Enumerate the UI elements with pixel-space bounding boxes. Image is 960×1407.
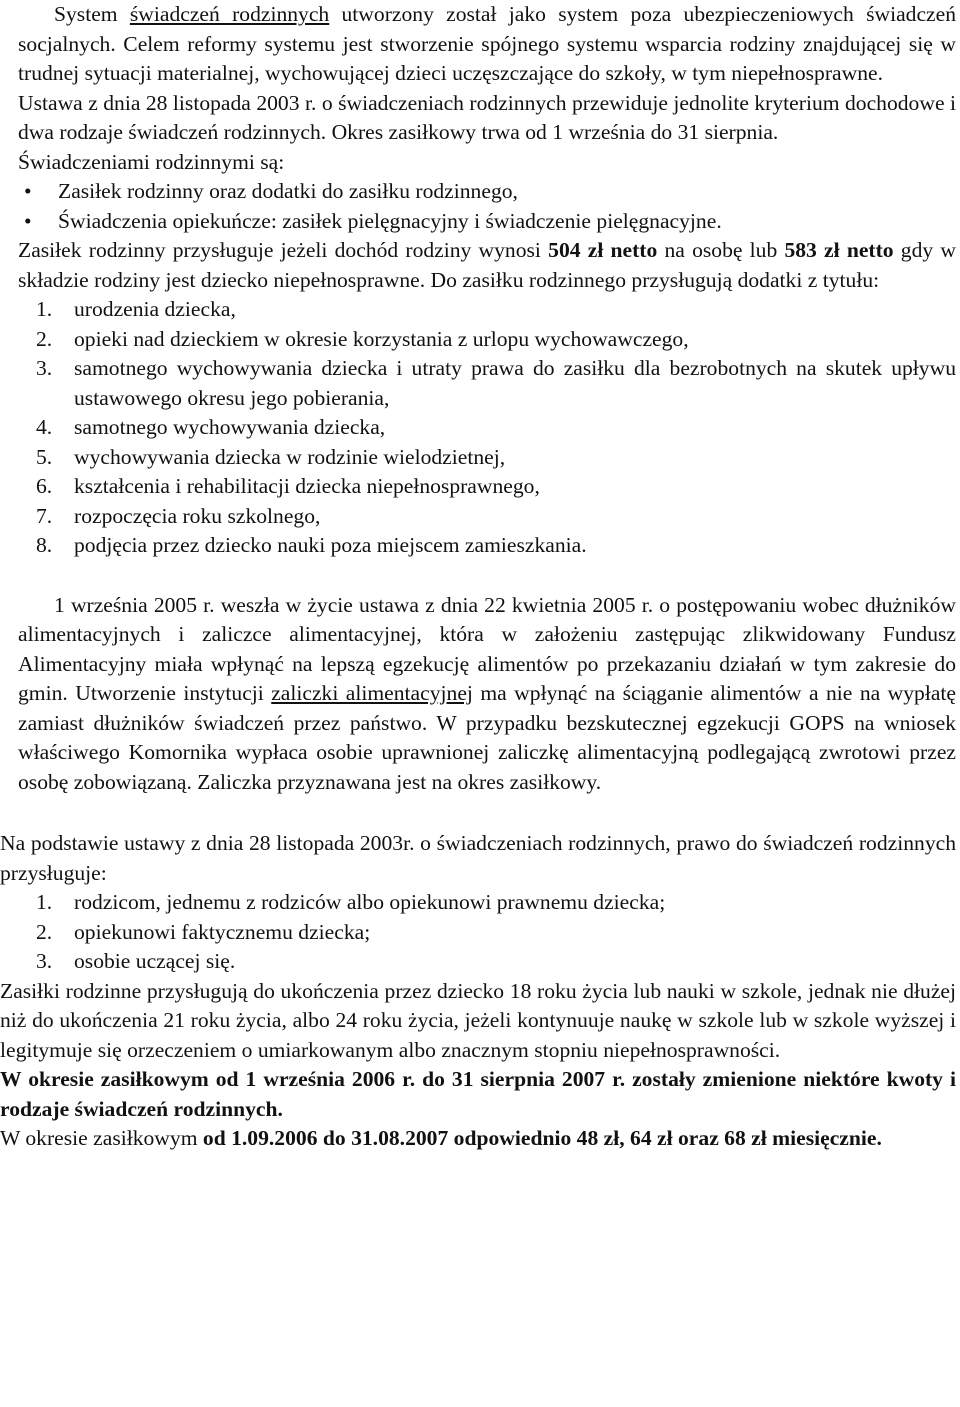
list-number: 2.: [36, 919, 53, 944]
list-item: [18, 413, 956, 443]
alimony-text-a: 1 września 2005 r. weszła w życie ustawa z dnia 22 kwietnia 2005 r. o postępowaniu wobec dłużników alimentacyjnych i zaliczce alimentacyjnej, która w założeniu zastępując zlikwidowany Fundusz Alimentacyjny miała wpłynąć na lepszą egzekucję alimentów po przekazaniu działań w tym zakresie do gmin. Utworzenie instytucji: [18, 592, 956, 705]
eligibility-list: [18, 888, 956, 977]
list-item: [18, 325, 956, 355]
list-item: [18, 888, 956, 918]
list-number: 5.: [36, 444, 53, 469]
list-item: [18, 472, 956, 502]
amounts-paragraph: [0, 1124, 956, 1154]
list-text: kształcenia i rehabilitacji dziecka niepełnosprawnego,: [74, 474, 540, 498]
age-paragraph: Zasiłki rodzinne przysługują do ukończenia przez dziecko 18 roku życia lub nauki w szkole, jednak nie dłużej niż do ukończenia 21 roku życia, albo 24 roku życia, jeżeli kontynuuje naukę w szkole lub w szkole wyższej i legitymuje się orzeczeniem o umiarkowanym albo znacznym stopniu niepełnosprawności.: [0, 978, 956, 1062]
spacer: [18, 797, 956, 829]
list-item: [18, 918, 956, 948]
list-number: 8.: [36, 533, 53, 557]
list-text: rodzicom, jednemu z rodziców albo opiekunowi prawnemu dziecka;: [74, 890, 666, 914]
list-text: opiekunowi faktycznemu dziecka;: [74, 919, 371, 944]
link-swiadczen-rodzinnych[interactable]: świadczeń rodzinnych: [129, 2, 330, 26]
intro-paragraph: [18, 0, 956, 89]
list-text: opieki nad dzieckiem w okresie korzystania z urlopu wychowawczego,: [74, 326, 689, 351]
income-text-a: Zasiłek rodzinny przysługuje jeżeli dochód rodziny wynosi: [18, 238, 549, 262]
income-text-e: gdy w składzie rodziny jest dziecko niepełnosprawne. Do zasiłku rodzinnego przysługują dodatki z tytułu:: [18, 238, 956, 292]
amounts-bold-text: od 1.09.2006 do 31.08.2007 odpowiednio 48 zł, 64 zł oraz 68 zł miesięcznie.: [202, 1126, 882, 1150]
list-text: osobie uczącej się.: [74, 949, 236, 973]
income-amount-2: 583 zł netto: [784, 238, 894, 262]
eligibility-paragraph: Na podstawie ustawy z dnia 28 listopada 2003r. o świadczeniach rodzinnych, prawo do świadczeń rodzinnych przysługuje:: [0, 831, 956, 885]
list-item: [18, 502, 956, 532]
bullet-item: [18, 177, 956, 207]
bullet-text: Świadczenia opiekuńcze: zasiłek pielęgnacyjny i świadczenie pielęgnacyjne.: [58, 208, 722, 233]
list-text: rozpoczęcia roku szkolnego,: [74, 503, 321, 528]
list-number: 4.: [36, 415, 53, 439]
list-number: 2.: [36, 326, 53, 351]
list-text: urodzenia dziecka,: [74, 297, 236, 321]
alimony-paragraph: [18, 591, 956, 798]
list-number: 7.: [36, 503, 53, 528]
list-item: [18, 354, 956, 413]
bullet-text: Zasiłek rodzinny oraz dodatki do zasiłku rodzinnego,: [58, 179, 518, 203]
income-text-c: na osobę lub: [657, 238, 785, 262]
income-amount-1: 504 zł netto: [548, 238, 658, 262]
intro-rest-text: utworzony został jako system poza ubezpieczeniowych świadczeń socjalnych. Celem reformy systemu jest stworzenie spójnego systemu wsparcia rodziny znajdującej się w trudnej sytuacji materialnej, wychowującej dzieci uczęszczające do szkoły, w tym niepełnosprawne.: [18, 2, 957, 85]
amounts-text-a: W okresie zasiłkowym: [0, 1126, 203, 1150]
income-paragraph: [18, 236, 956, 295]
supplements-list: [18, 295, 956, 561]
list-text: samotnego wychowywania dziecka i utraty prawa do zasiłku dla bezrobotnych na skutek upływu ustawowego okresu jego pobierania,: [74, 356, 956, 410]
bullet-icon: •: [24, 179, 32, 203]
alimony-text-b: ma wpłynąć na ściąganie alimentów a nie na wypłatę zamiast dłużników świadczeń przez państwo. W przypadku bezskutecznej egzekucji GOPS na wniosek właściwego Komornika wypłaca osobie uprawnionej zaliczkę alimentacyjną podlegającą zwrotowi przez osobę zobowiązaną. Zaliczka przyznawana jest na okres zasiłkowy.: [18, 681, 956, 794]
link-zaliczki-alimentacyjnej[interactable]: zaliczki alimentacyjnej: [271, 681, 473, 705]
spacer: [18, 561, 956, 591]
changes-bold-paragraph: W okresie zasiłkowym od 1 września 2006 r. do 31 sierpnia 2007 r. zostały zmienione niektóre kwoty i rodzaje świadczeń rodzinnych.: [0, 1067, 956, 1121]
intro-lead-text: System: [54, 2, 130, 26]
list-item: [18, 443, 956, 473]
list-text: samotnego wychowywania dziecka,: [74, 415, 386, 439]
list-text: wychowywania dziecka w rodzinie wielodzietnej,: [74, 444, 506, 469]
list-number: 3.: [36, 356, 53, 380]
list-item: [18, 295, 956, 325]
list-number: 1.: [36, 297, 53, 321]
list-number: 1.: [36, 890, 53, 914]
bullet-icon: •: [24, 208, 32, 233]
list-number: 3.: [36, 949, 53, 973]
list-number: 6.: [36, 474, 53, 498]
law-paragraph: Ustawa z dnia 28 listopada 2003 r. o świadczeniach rodzinnych przewiduje jednolite kryterium dochodowe i dwa rodzaje świadczeń rodzinnych. Okres zasiłkowy trwa od 1 września do 31 sierpnia.: [18, 90, 956, 144]
bullet-item: [18, 207, 956, 237]
benefits-heading: Świadczeniami rodzinnymi są:: [18, 149, 285, 174]
list-item: [18, 531, 956, 561]
list-text: podjęcia przez dziecko nauki poza miejscem zamieszkania.: [74, 533, 587, 557]
list-item: [18, 947, 956, 977]
benefits-bullet-list: [18, 177, 956, 236]
